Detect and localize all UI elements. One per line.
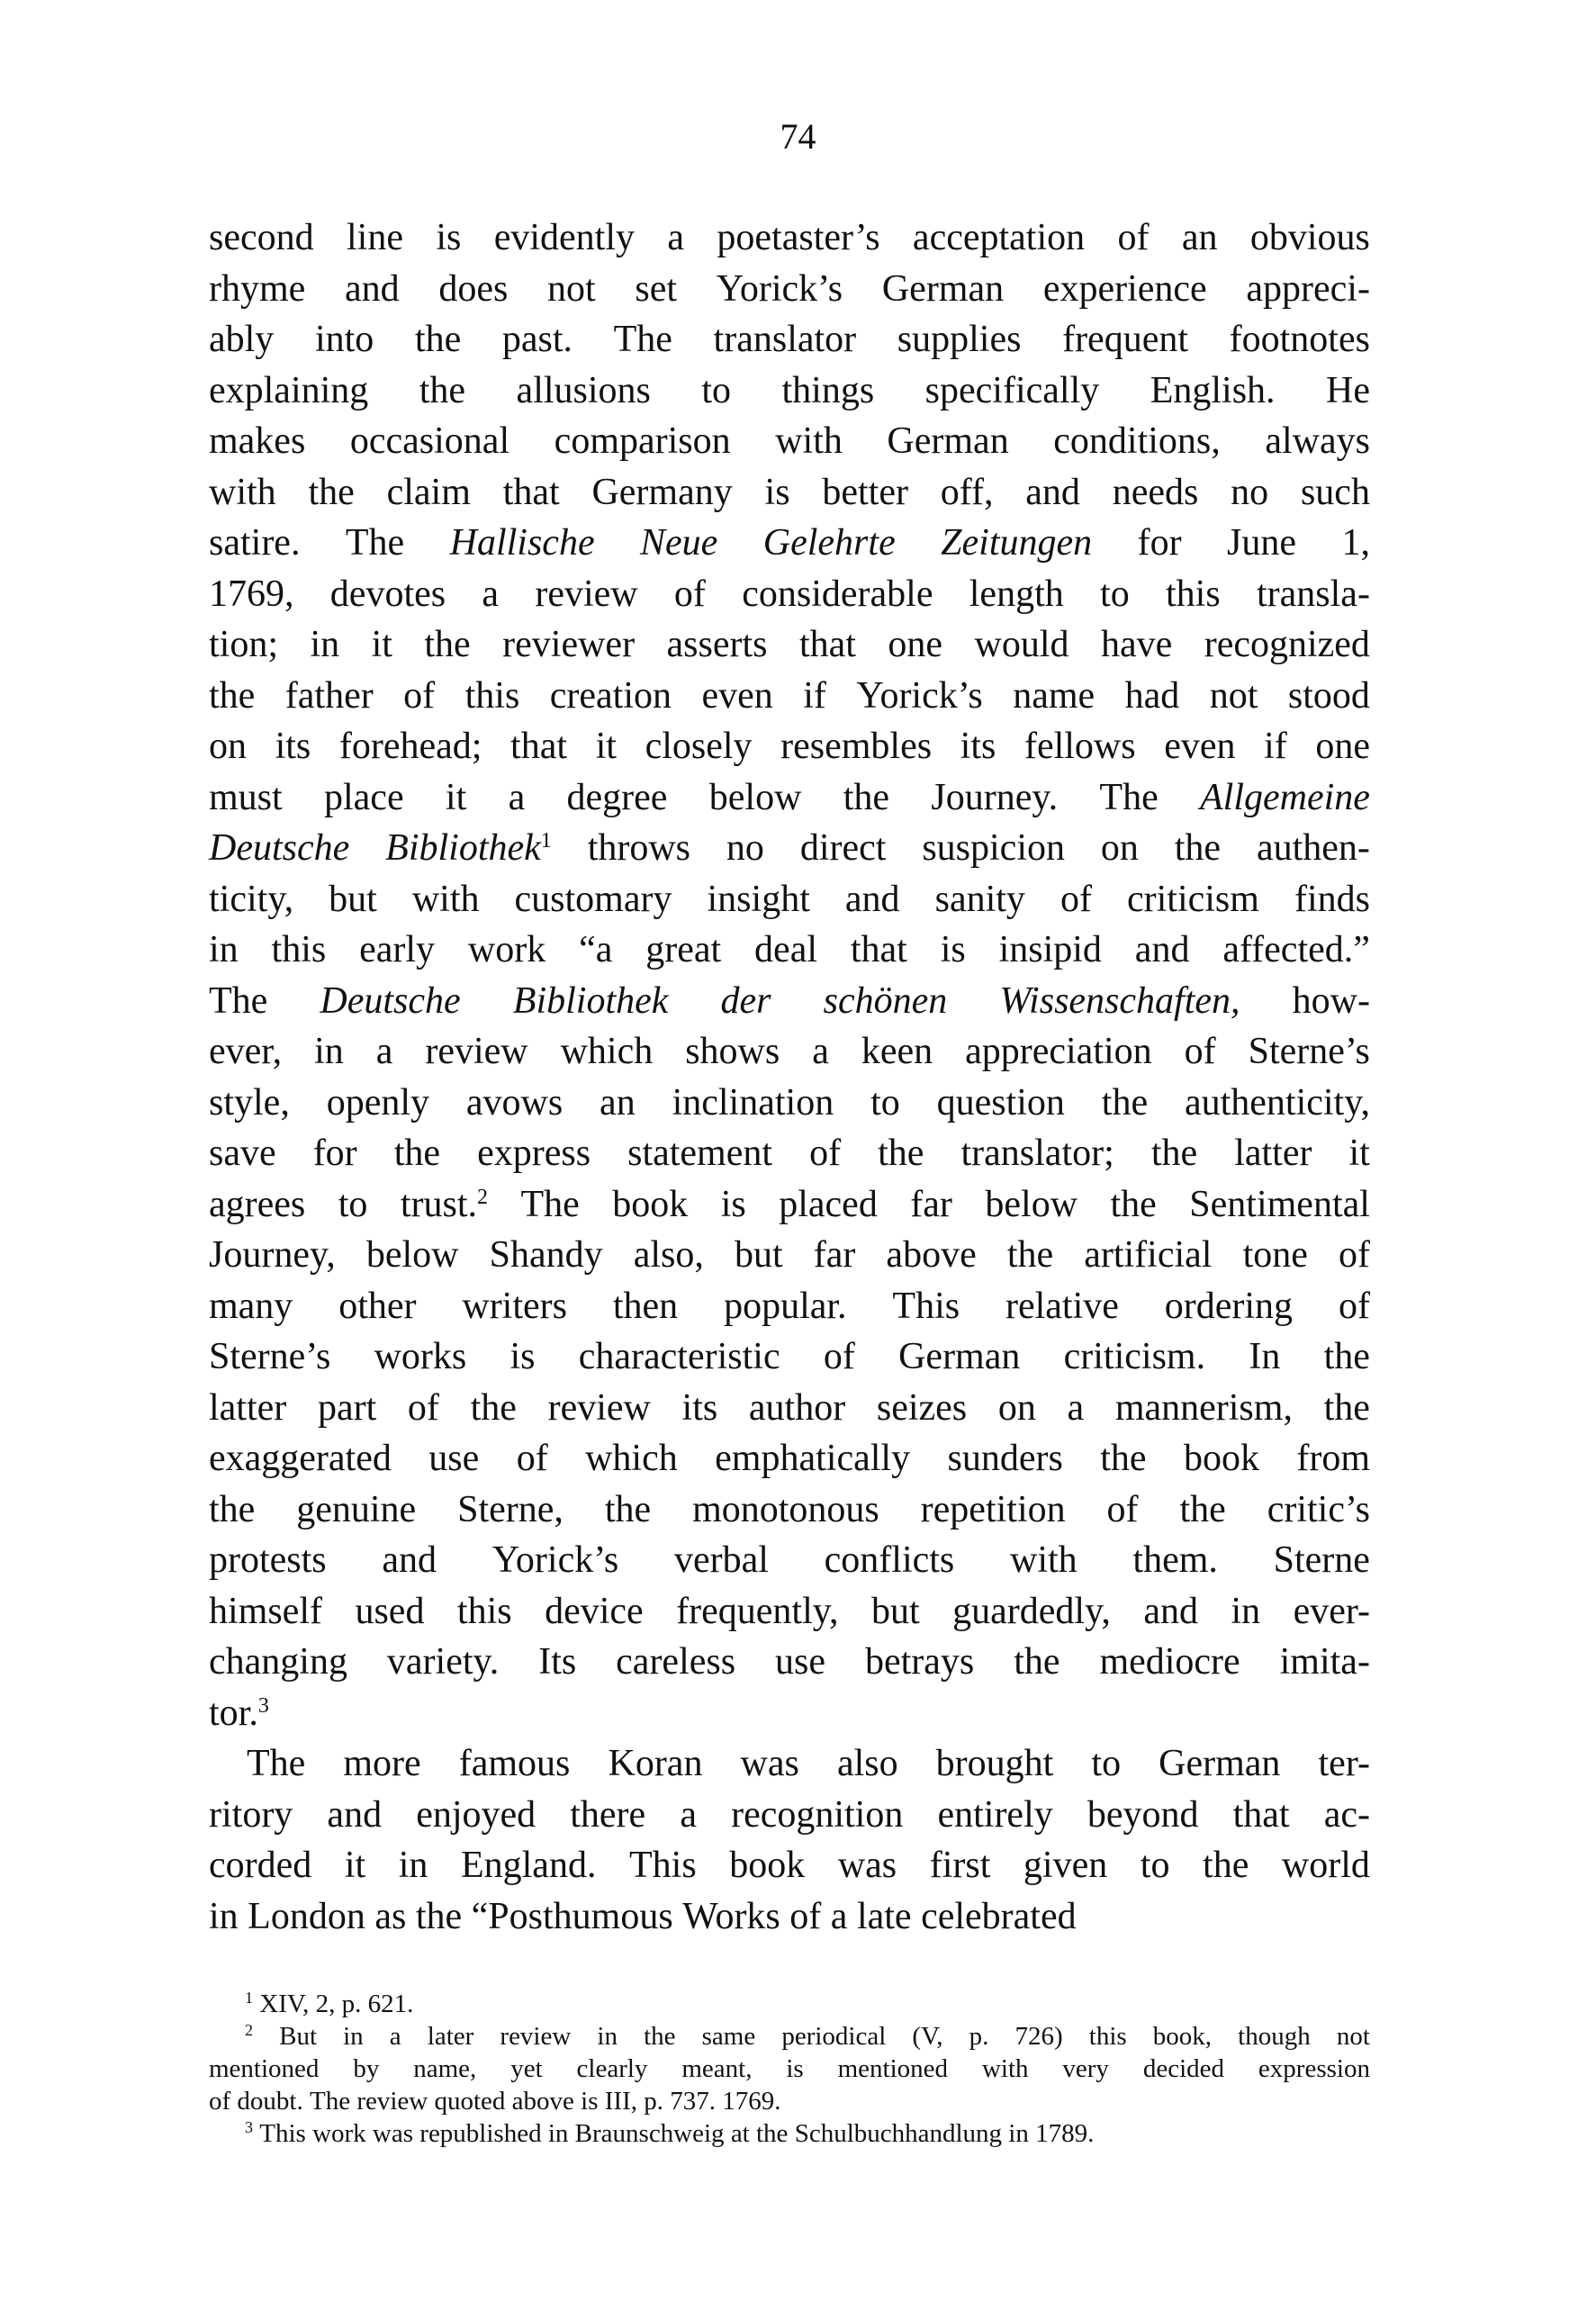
text-line: style, openly avows an inclination to question the authenticity, xyxy=(209,1081,1370,1123)
text-line: in this early work “a great deal that is insipid and affected.” xyxy=(209,929,1370,970)
text-line: The more famous Koran was also brought to German ter- xyxy=(247,1743,1370,1784)
text-line: latter part of the review its author seizes on a mannerism, the xyxy=(209,1386,1370,1429)
footnote-reference: 3 xyxy=(257,1693,269,1718)
footnote-line: of doubt. The review quoted above is III, p. 737. 1769. xyxy=(209,2087,781,2116)
text-line: rhyme and does not set Yorick’s German experience appreci- xyxy=(209,267,1370,310)
text-line: tor.$^3$ xyxy=(209,1692,269,1734)
text-line: protests and Yorick’s verbal conflicts with them. Sterne xyxy=(209,1539,1370,1581)
text-line: must place it a degree below the Journey. The Allgemeine xyxy=(209,776,1370,818)
footnote-line: $^1$ XIV, 2, p. 621. xyxy=(245,1989,414,2018)
footnote-line: $^2$ But in a later review in the same periodical (V, p. 726) this book, though not xyxy=(245,2021,1370,2051)
text-line: corded it in England. This book was first given to the world xyxy=(209,1845,1370,1886)
page-number: 74 xyxy=(780,116,816,157)
text-line: in London as the “Posthumous Works of a late celebrated xyxy=(209,1895,1077,1937)
text-line: ever, in a review which shows a keen appreciation of Sterne’s xyxy=(209,1031,1370,1072)
text-line: ritory and enjoyed there a recognition entirely beyond that ac- xyxy=(209,1793,1370,1836)
footnote-reference: 3 xyxy=(245,2118,253,2136)
text-line: exaggerated use of which emphatically sunders the book from xyxy=(209,1438,1370,1479)
text-line: on its forehead; that it closely resembles its fellows even if one xyxy=(209,726,1370,767)
text-line: The Deutsche Bibliothek der schönen Wissenschaften, how- xyxy=(209,979,1370,1022)
text-line: the father of this creation even if Yorick’s name had not stood xyxy=(209,674,1370,717)
footnote-reference: 1 xyxy=(540,829,552,853)
text-line: the genuine Sterne, the monotonous repetition of the critic’s xyxy=(209,1488,1370,1530)
text-line: 1769, devotes a review of considerable length to this transla- xyxy=(209,573,1370,615)
footnote-line: $^3$ This work was republished in Braunschweig at the Schulbuchhandlung in 1789. xyxy=(245,2118,1095,2148)
text-line: ticity, but with customary insight and sanity of criticism finds xyxy=(209,878,1370,920)
text-line: himself used this device frequently, but guardedly, and in ever- xyxy=(209,1590,1370,1632)
text-line: Deutsche Bibliothek$^1$ throws no direct suspicion on the authen- xyxy=(209,827,1370,869)
footnotes xyxy=(209,1988,1370,2150)
text-line: ably into the past. The translator supplies frequent footnotes xyxy=(209,319,1370,360)
text-line: Journey, below Shandy also, but far above the artificial tone of xyxy=(209,1234,1370,1276)
body-text xyxy=(209,212,1370,1942)
text-line: makes occasional comparison with German conditions, always xyxy=(209,420,1370,462)
text-line: agrees to trust.$^2$ The book is placed far below the Sentimental xyxy=(209,1183,1370,1225)
footnote-reference: 1 xyxy=(245,1989,253,2007)
text-line: changing variety. Its careless use betrays the mediocre imita- xyxy=(209,1641,1370,1683)
text-line: with the claim that Germany is better off, and needs no such xyxy=(209,471,1370,513)
text-line: satire. The Hallische Neue Gelehrte Zeitungen for June 1, xyxy=(209,522,1370,564)
text-line: save for the express statement of the translator; the latter it xyxy=(209,1132,1370,1174)
footnote-reference: 2 xyxy=(245,2021,253,2039)
footnote-line: mentioned by name, yet clearly meant, is mentioned with very decided expression xyxy=(209,2054,1370,2083)
text-line: second line is evidently a poetaster’s acceptation of an obvious xyxy=(209,217,1370,258)
footnote-reference: 2 xyxy=(477,1185,489,1209)
text-line: Sterne’s works is characteristic of German criticism. In the xyxy=(209,1336,1370,1377)
text-line: tion; in it the reviewer asserts that one would have recognized xyxy=(209,624,1370,665)
text-line: many other writers then popular. This relative ordering of xyxy=(209,1285,1370,1327)
text-line: explaining the allusions to things specifically English. He xyxy=(209,369,1370,411)
